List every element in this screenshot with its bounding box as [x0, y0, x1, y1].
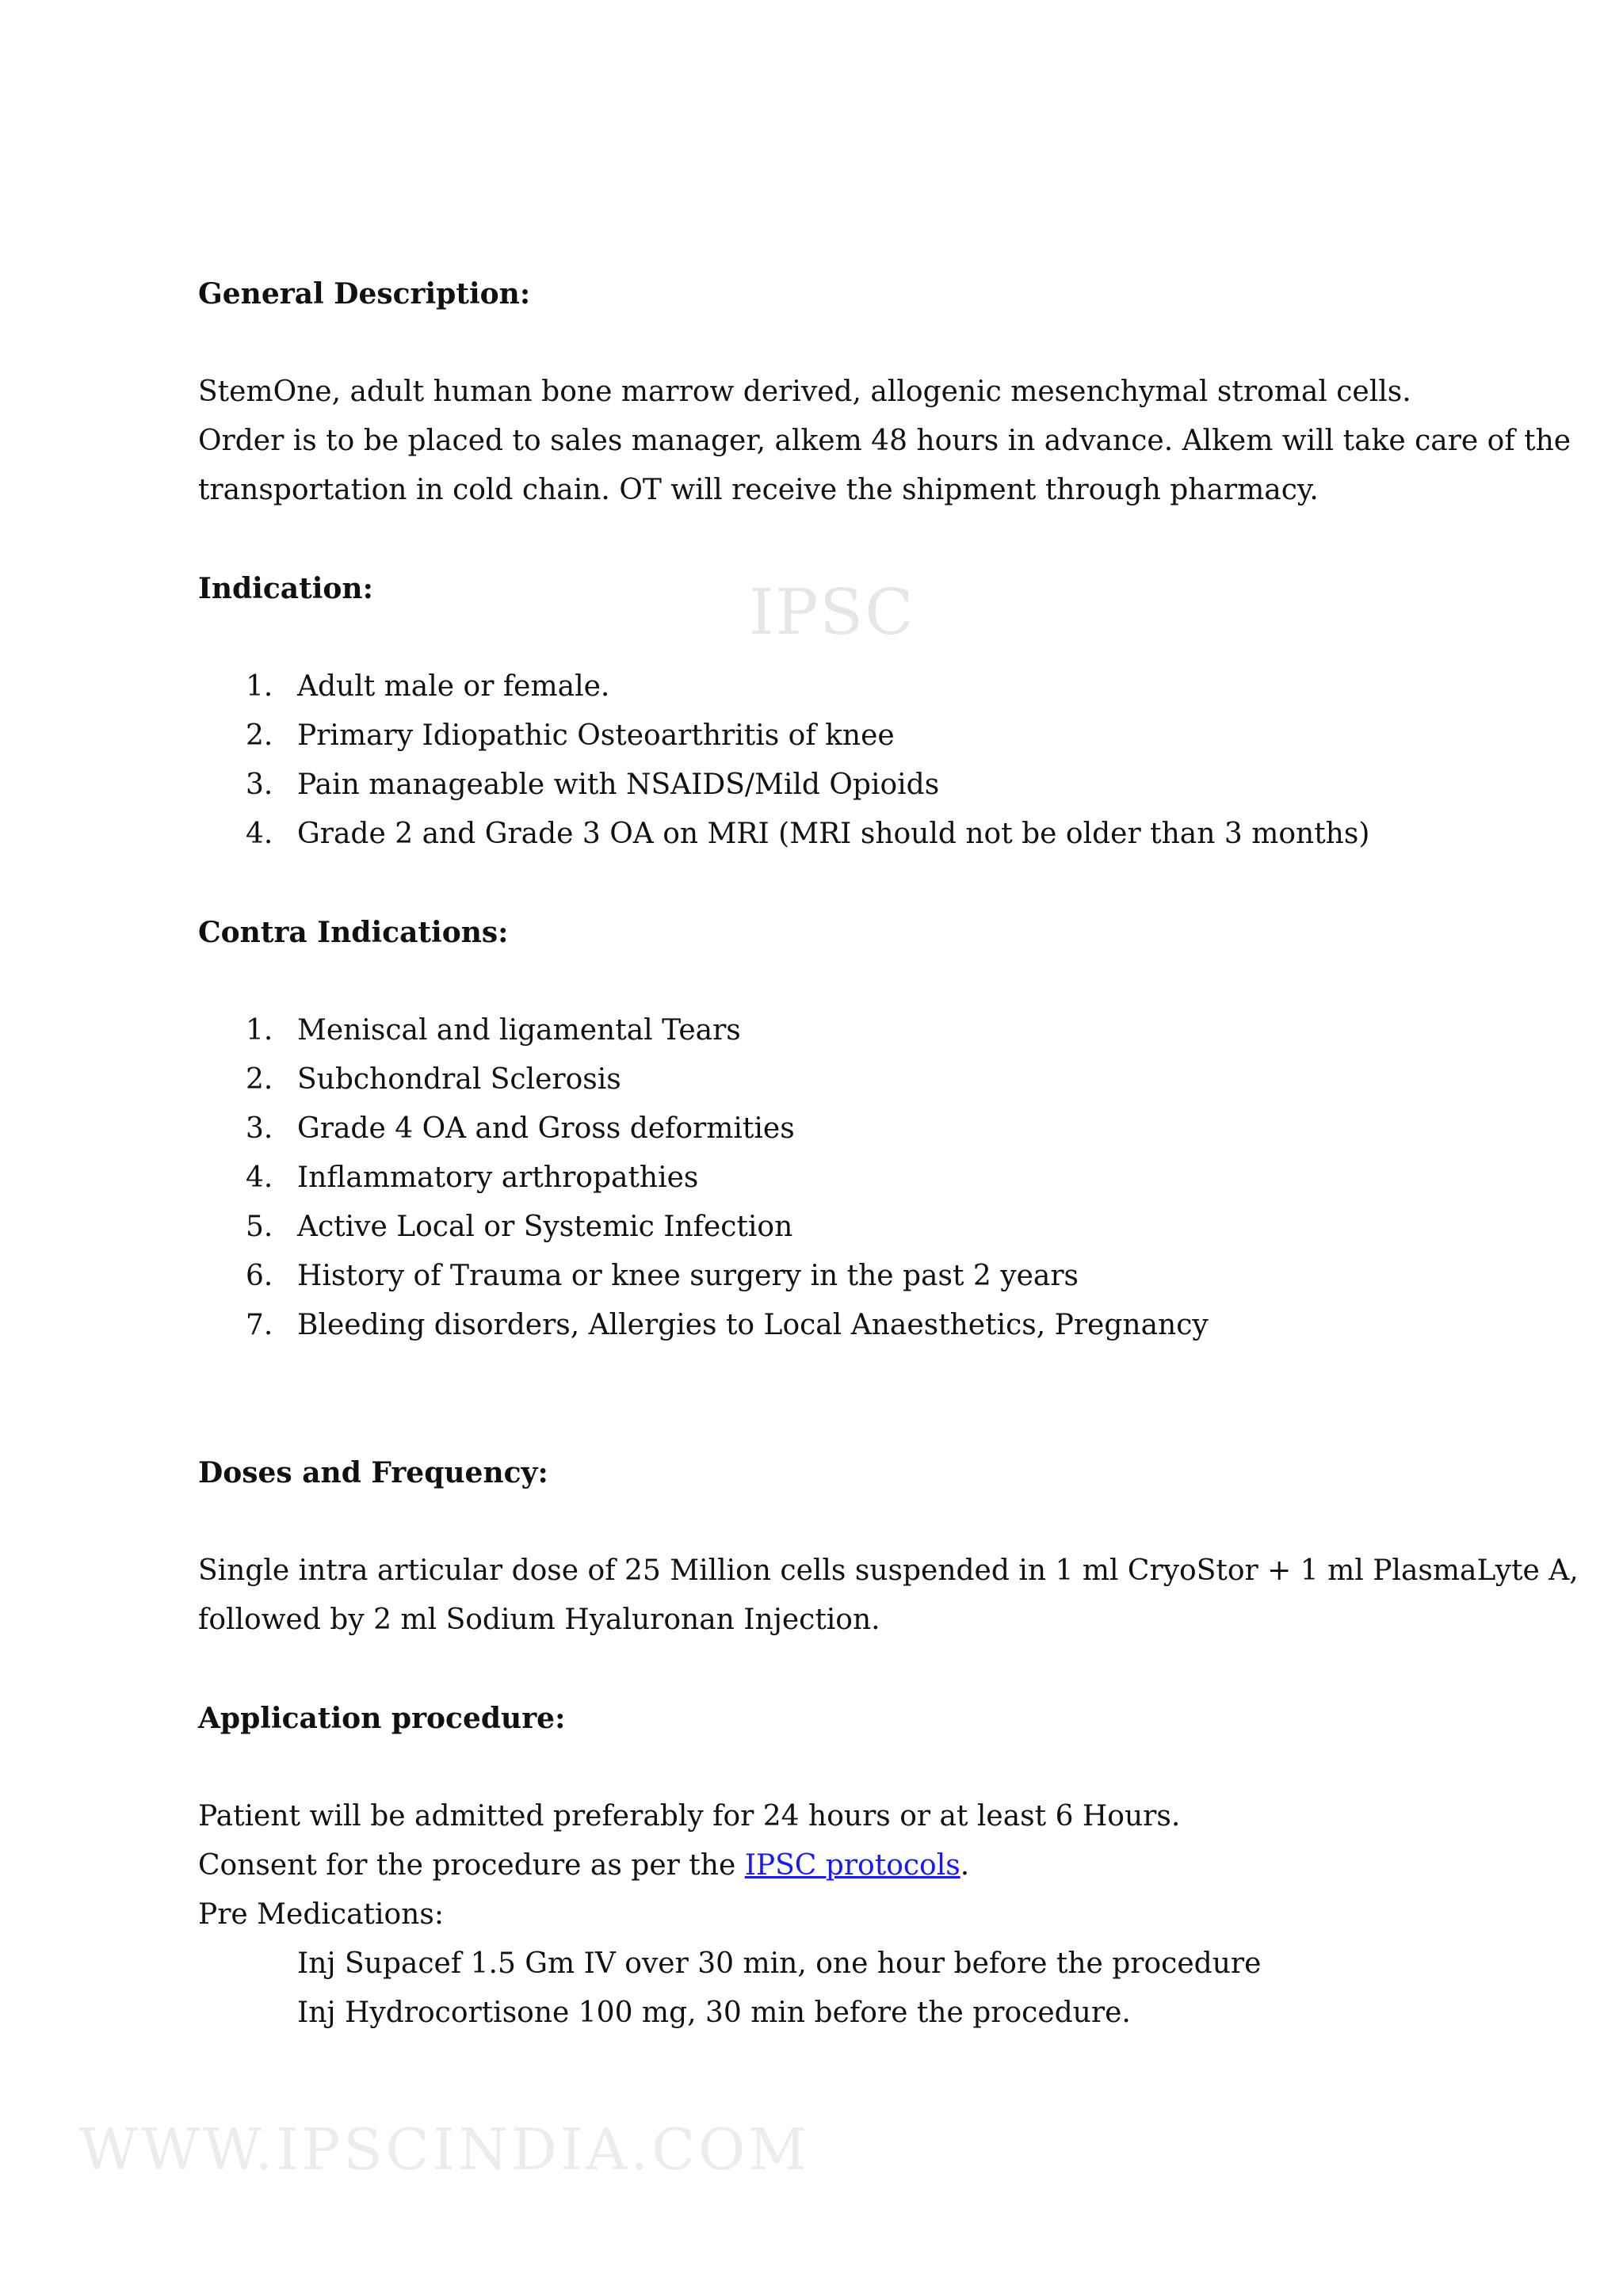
- list-number: 5.: [246, 1211, 273, 1243]
- list-number: 4.: [246, 818, 273, 850]
- list-number: 1.: [246, 670, 273, 703]
- list-number: 2.: [246, 719, 273, 752]
- list-item: [198, 761, 1434, 810]
- heading-contra-indications: Contra Indications:: [198, 916, 509, 949]
- general-line-1: StemOne, adult human bone marrow derived, allogenic mesenchymal stromal cells.: [198, 376, 1411, 408]
- doses-text: [198, 1547, 1579, 1645]
- list-number: 7.: [246, 1309, 273, 1341]
- list-item: [198, 1154, 1434, 1203]
- doses-line-2: followed by 2 ml Sodium Hyaluronan Injection.: [198, 1604, 880, 1636]
- list-text: Grade 2 and Grade 3 OA on MRI (MRI should not be older than 3 months): [297, 818, 1370, 850]
- list-text: Grade 4 OA and Gross deformities: [297, 1112, 795, 1145]
- list-item: [198, 1055, 1434, 1104]
- ipsc-protocols-link[interactable]: IPSC protocols: [744, 1849, 960, 1882]
- list-item: [198, 662, 1434, 711]
- contra-indication-list: [198, 1006, 1434, 1350]
- list-item: [198, 1301, 1434, 1350]
- list-item: [198, 1006, 1434, 1055]
- indication-list: [198, 662, 1434, 859]
- pre-medication-item: Inj Supacef 1.5 Gm IV over 30 min, one hour before the procedure: [297, 1947, 1262, 1980]
- section-contra-indications: [198, 908, 1434, 1350]
- list-number: 4.: [246, 1161, 273, 1194]
- watermark-center: IPSC: [749, 575, 915, 649]
- heading-general-description: General Description:: [198, 277, 531, 311]
- heading-application-procedure: Application procedure:: [198, 1702, 566, 1735]
- list-number: 1.: [246, 1014, 273, 1047]
- list-number: 6.: [246, 1260, 273, 1292]
- heading-indication: Indication:: [198, 572, 373, 605]
- list-number: 3.: [246, 769, 273, 801]
- pre-medication-item: Inj Hydrocortisone 100 mg, 30 min before the procedure.: [297, 1997, 1131, 2029]
- section-general-description: [198, 269, 1571, 515]
- general-line-3: transportation in cold chain. OT will receive the shipment through pharmacy.: [198, 474, 1319, 506]
- doses-line-1: Single intra articular dose of 25 Million cells suspended in 1 ml CryoStor + 1 ml PlasmaLyte A,: [198, 1554, 1579, 1587]
- list-item: [198, 1104, 1434, 1154]
- list-text: Adult male or female.: [297, 670, 610, 703]
- pre-medications-label: Pre Medications:: [198, 1898, 444, 1931]
- section-application-procedure: [198, 1694, 1434, 2038]
- list-text: Meniscal and ligamental Tears: [297, 1014, 741, 1047]
- general-description-text: [198, 368, 1571, 515]
- list-text: Active Local or Systemic Infection: [297, 1211, 793, 1243]
- list-item: [198, 1252, 1434, 1301]
- list-item: [198, 711, 1434, 761]
- consent-suffix: .: [960, 1849, 970, 1882]
- list-text: Inflammatory arthropathies: [297, 1161, 699, 1194]
- list-number: 2.: [246, 1063, 273, 1096]
- list-text: Primary Idiopathic Osteoarthritis of knee: [297, 719, 895, 752]
- watermark-footer: WWW.IPSCINDIA.COM: [79, 2116, 810, 2183]
- list-item: [198, 810, 1434, 859]
- application-consent-line: [198, 1841, 1434, 1890]
- list-number: 3.: [246, 1112, 273, 1145]
- list-item: [198, 1203, 1434, 1252]
- application-text: [198, 1792, 1434, 2038]
- section-indication: [198, 564, 1434, 859]
- heading-doses-frequency: Doses and Frequency:: [198, 1456, 548, 1489]
- section-doses-frequency: [198, 1448, 1579, 1645]
- list-text: History of Trauma or knee surgery in the past 2 years: [297, 1260, 1079, 1292]
- general-line-2: Order is to be placed to sales manager, alkem 48 hours in advance. Alkem will take care of the: [198, 425, 1571, 457]
- list-text: Subchondral Sclerosis: [297, 1063, 621, 1096]
- document-content: [198, 269, 1579, 2038]
- list-text: Pain manageable with NSAIDS/Mild Opioids: [297, 769, 940, 801]
- consent-prefix: Consent for the procedure as per the: [198, 1849, 745, 1882]
- list-text: Bleeding disorders, Allergies to Local Anaesthetics, Pregnancy: [297, 1309, 1209, 1341]
- application-admission-line: Patient will be admitted preferably for 24 hours or at least 6 Hours.: [198, 1800, 1181, 1833]
